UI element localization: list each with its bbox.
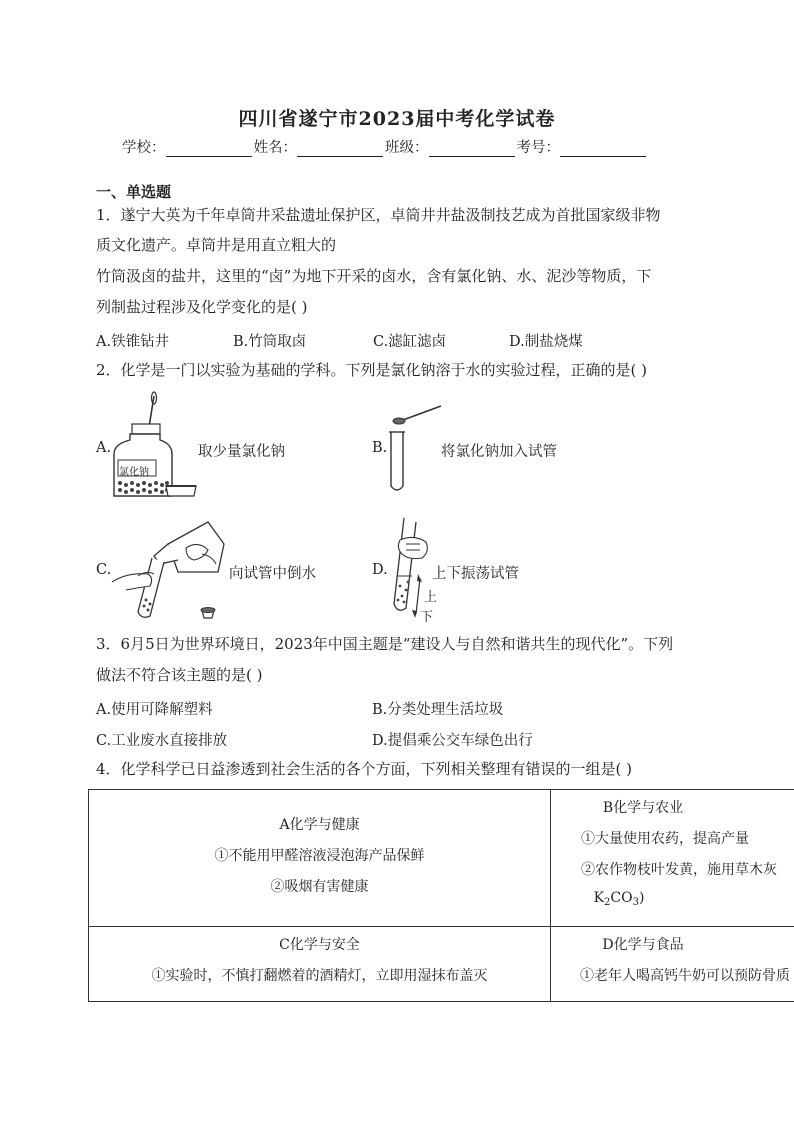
q4-b-heading: B化学与农业: [602, 800, 684, 816]
class-label: 班级：: [385, 140, 429, 156]
section-heading-single-choice: 一、单选题: [96, 183, 172, 201]
q3-option-d[interactable]: D.提倡乘公交车绿色出行: [372, 733, 533, 749]
q1-line-4: 列制盐过程涉及化学变化的是( ): [96, 298, 308, 316]
q3-option-a[interactable]: A.使用可降解塑料: [96, 702, 213, 718]
q1-line-1: 1．遂宁大英为千年卓筒井采盐遗址保护区，卓筒井井盐汲制技艺成为首批国家级非物: [96, 206, 661, 224]
q2-option-a-letter[interactable]: A.: [96, 440, 112, 456]
pouring-water-illustration: [108, 514, 228, 624]
q4-cell-a: [89, 790, 551, 927]
school-blank[interactable]: [166, 142, 252, 157]
q1-option-a[interactable]: A.铁锥钻井: [96, 334, 170, 350]
q4-a-line-1: ①不能用甲醛溶液浸泡海产品保鲜: [214, 848, 425, 864]
q2-option-c-letter[interactable]: C.: [96, 562, 112, 578]
q4-cell-d: [551, 927, 794, 1002]
q2-option-b-letter[interactable]: B.: [372, 440, 388, 456]
down-label: 下: [420, 610, 434, 625]
page-title: 四川省遂宁市2023届中考化学试卷: [238, 108, 556, 130]
exam-no-label: 考号：: [516, 140, 560, 156]
class-blank[interactable]: [429, 142, 515, 157]
q4-a-heading: A化学与健康: [279, 817, 360, 833]
q4-cell-b: [551, 790, 794, 927]
student-info-line: [122, 136, 648, 157]
q4-b-line-2: ②农作物枝叶发黄，施用草木灰: [581, 862, 778, 878]
q4-stem: 4．化学科学已日益渗透到社会生活的各个方面，下列相关整理有错误的一组是( ): [96, 760, 633, 778]
q4-a-line-2: ②吸烟有害健康: [270, 879, 369, 895]
q1-line-2: 质文化遗产。卓筒井是用直立粗大的: [96, 236, 337, 254]
q2-stem: 2．化学是一门以实验为基础的学科。下列是氯化钠溶于水的实验过程，正确的是( ): [96, 361, 648, 379]
q4-table: [88, 789, 794, 1002]
q4-b-line-1: ①大量使用农药，提高产量: [581, 831, 750, 847]
q4-d-line-1: ①老年人喝高钙牛奶可以预防骨质: [580, 968, 791, 984]
q2-option-c-text: 向试管中倒水: [229, 566, 316, 582]
q4-d-heading: D化学与食品: [602, 937, 684, 953]
name-blank[interactable]: [297, 142, 383, 157]
q3-option-c[interactable]: C.工业废水直接排放: [96, 733, 228, 749]
q4-c-heading: C化学与安全: [279, 937, 360, 953]
q2-option-d-text: 上下振荡试管: [432, 566, 519, 582]
q4-c-line-1: ①实验时，不慎打翻燃着的酒精灯，立即用湿抹布盖灭: [151, 968, 488, 984]
q3-option-b[interactable]: B.分类处理生活垃圾: [372, 702, 504, 718]
test-tube-spatula-illustration: [385, 398, 445, 496]
q3-line-1: 3．6月5日为世界环境日，2023年中国主题是“建设人与自然和谐共生的现代化”。下列: [96, 635, 674, 653]
q2-option-b-text: 将氯化钠加入试管: [441, 444, 557, 460]
exam-no-blank[interactable]: [560, 142, 646, 157]
q1-option-d[interactable]: D.制盐烧煤: [509, 334, 583, 350]
salt-bottle-spatula-illustration: [108, 388, 198, 503]
q4-cell-c: [89, 927, 551, 1002]
name-label: 姓名：: [253, 140, 297, 156]
q1-line-3: 竹筒汲卤的盐井，这里的“卤”为地下开采的卤水，含有氯化钠、水、泥沙等物质，下: [96, 267, 652, 285]
q3-line-2: 做法不符合该主题的是( ): [96, 666, 263, 684]
q1-option-c[interactable]: C.滤缸滤卤: [373, 334, 447, 350]
q2-option-a-text: 取少量氯化钠: [198, 444, 285, 460]
school-label: 学校：: [122, 140, 166, 156]
q1-option-b[interactable]: B.竹筒取卤: [233, 334, 307, 350]
bottle-label-text: 氯化钠: [119, 467, 149, 478]
q2-option-d-letter[interactable]: D.: [372, 562, 388, 578]
q4-b-line-3: $K_2CO_3$): [593, 890, 645, 908]
up-label: 上: [424, 590, 438, 605]
